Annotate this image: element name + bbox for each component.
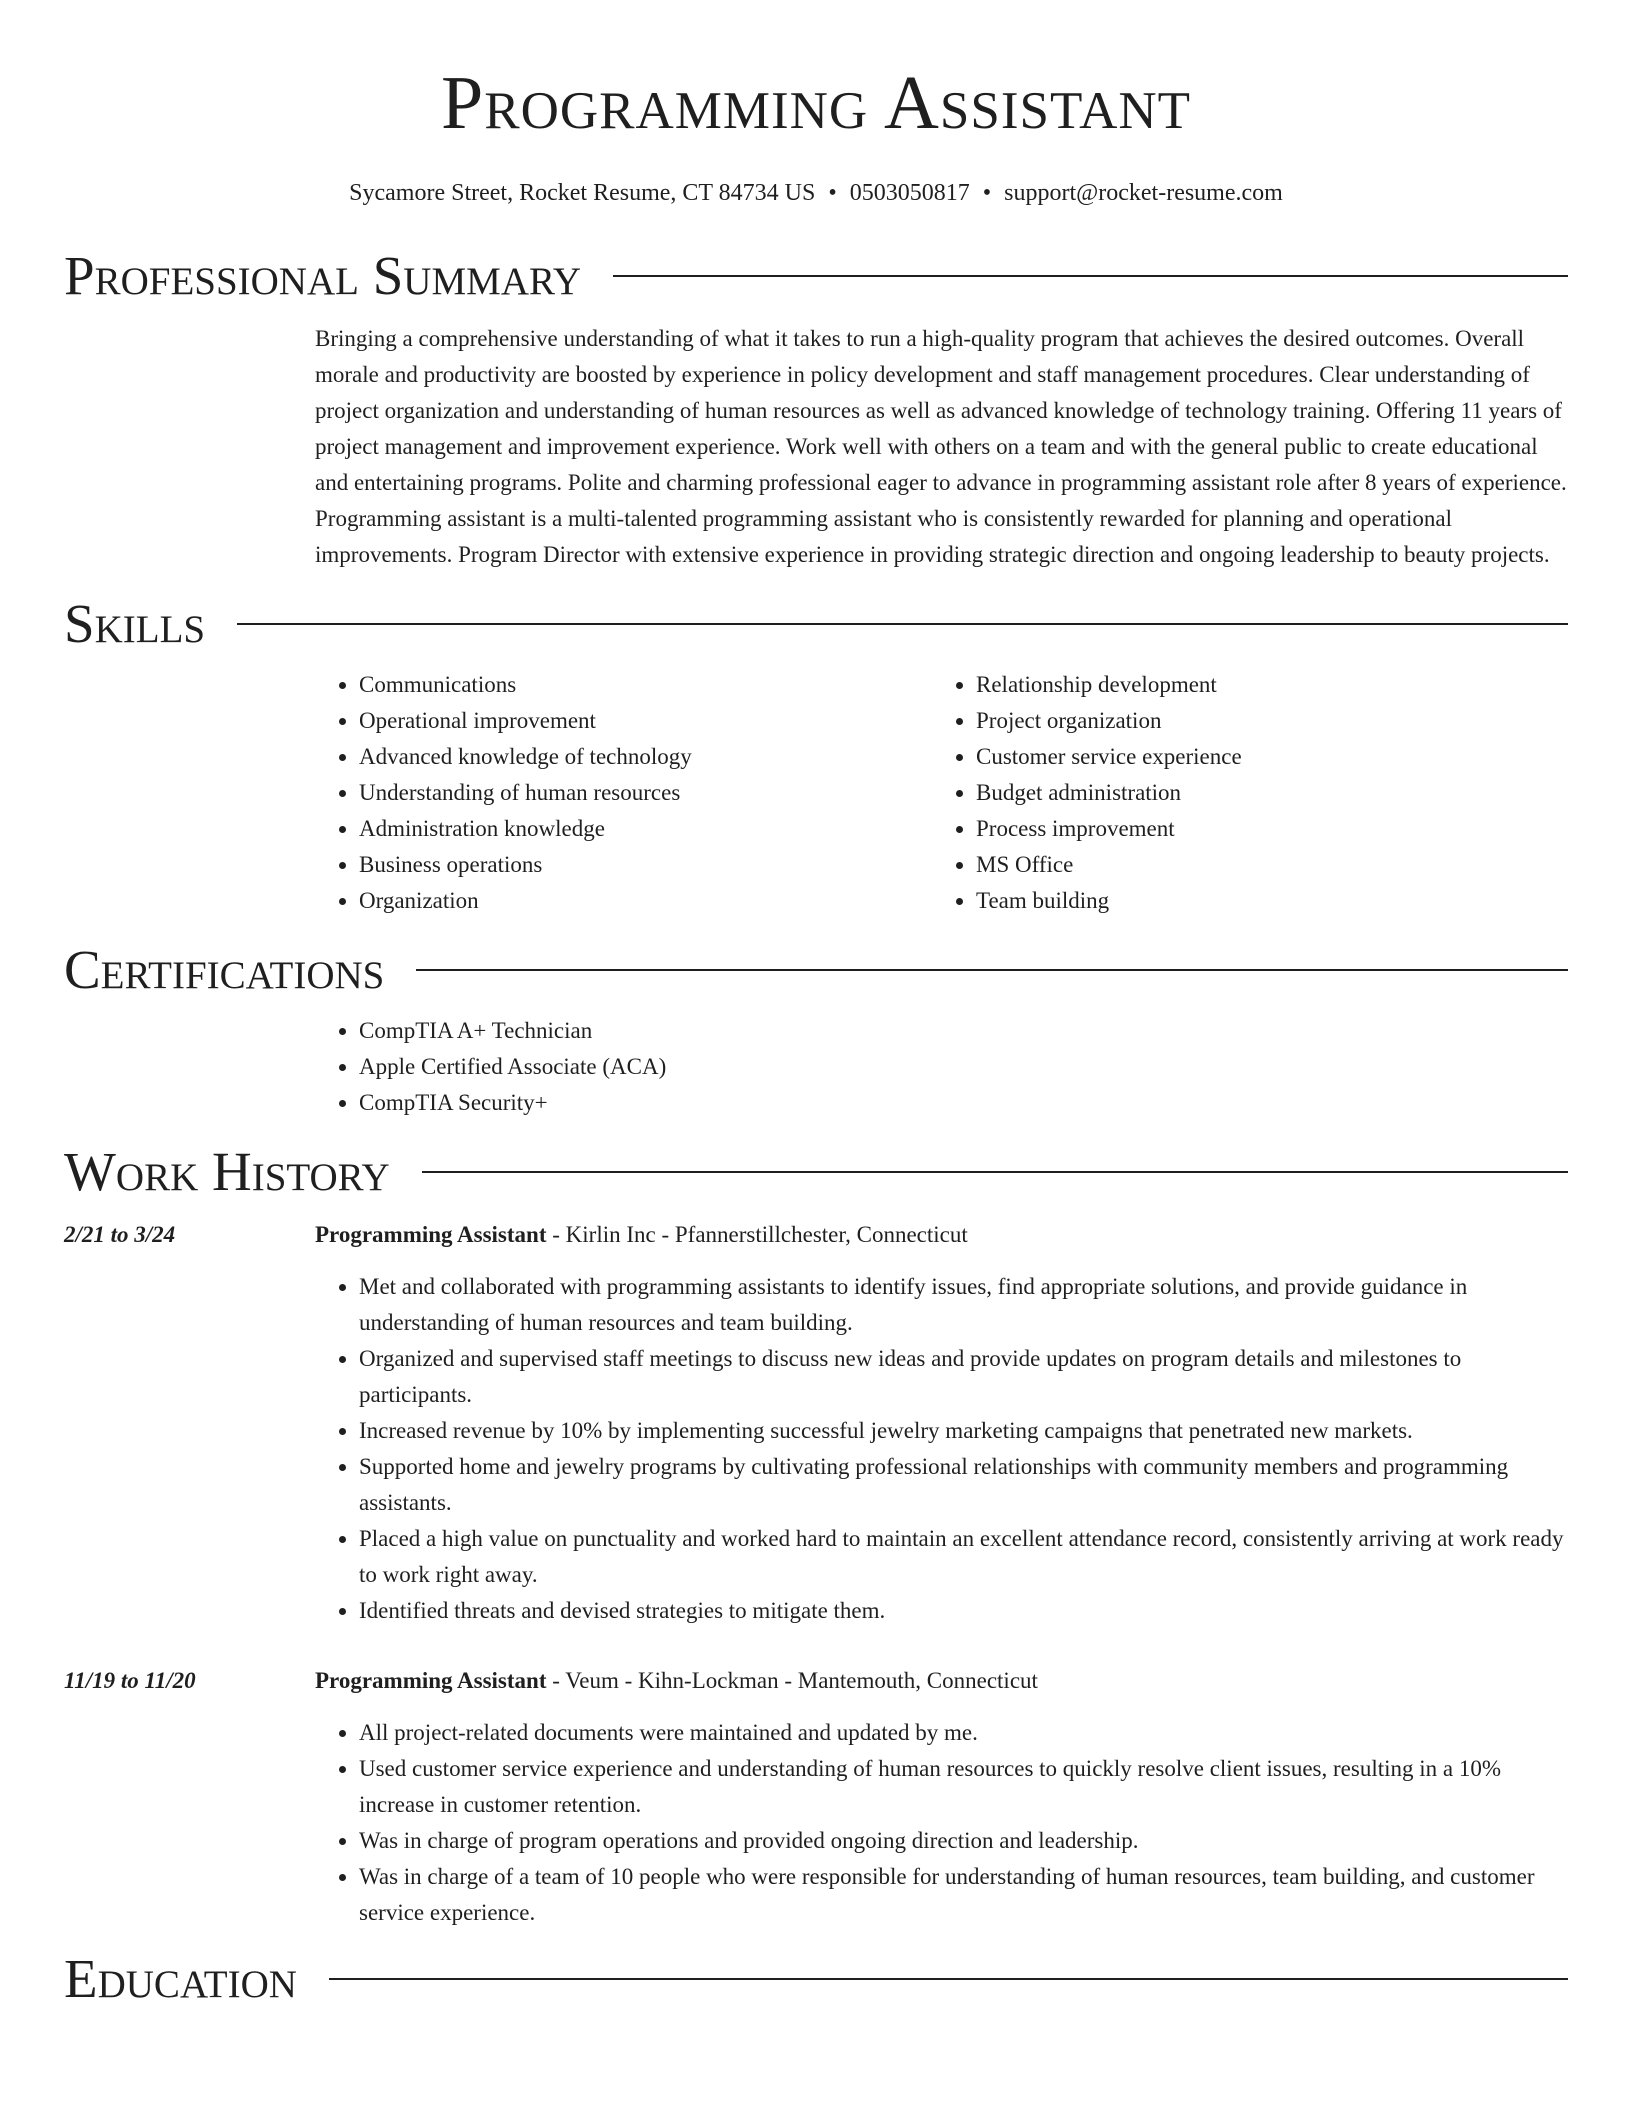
contact-email: support@rocket-resume.com bbox=[1004, 180, 1283, 206]
skill-item: • Communications bbox=[359, 667, 932, 703]
skills-list-left bbox=[315, 667, 932, 919]
job-bullet: • All project-related documents were maintained and updated by me. bbox=[359, 1715, 1568, 1751]
skill-item: • Advanced knowledge of technology bbox=[359, 739, 932, 775]
education-title: Education bbox=[64, 1948, 297, 2009]
work-history-header bbox=[64, 1142, 1568, 1202]
job-heading bbox=[64, 1663, 1568, 1699]
skill-item: • Process improvement bbox=[976, 811, 1549, 847]
skills-section bbox=[64, 594, 1568, 919]
job-dates: 2/21 to 3/24 bbox=[64, 1222, 176, 1247]
resume-name: Programming Assistant bbox=[440, 61, 1192, 145]
contact-phone: 0503050817 bbox=[849, 180, 970, 206]
job-bullet: • Met and collaborated with programming assistants to identify issues, find appropriate solutions, and provide guidance in understanding of human resources and team building. bbox=[359, 1269, 1568, 1341]
certifications-section bbox=[64, 940, 1568, 1121]
skills-body bbox=[315, 667, 1568, 919]
section-divider bbox=[329, 1978, 1568, 1980]
job-bullet: • Supported home and jewelry programs by cultivating professional relationships with community members and programming assistants. bbox=[359, 1449, 1568, 1521]
skill-item: • Organization bbox=[359, 883, 932, 919]
job-dates: 11/19 to 11/20 bbox=[64, 1668, 196, 1693]
skill-item: • Relationship development bbox=[976, 667, 1549, 703]
skill-item: • Customer service experience bbox=[976, 739, 1549, 775]
skill-item: • MS Office bbox=[976, 847, 1549, 883]
skills-header bbox=[64, 594, 1568, 654]
education-header bbox=[64, 1949, 1568, 2009]
resume-page bbox=[64, 0, 1568, 2009]
summary-section bbox=[64, 246, 1568, 573]
contact-address: Sycamore Street, Rocket Resume, CT 84734 US bbox=[349, 180, 816, 206]
skill-item: • Operational improvement bbox=[359, 703, 932, 739]
certifications-header bbox=[64, 940, 1568, 1000]
section-divider bbox=[416, 969, 1568, 971]
summary-title: Professional Summary bbox=[64, 245, 582, 306]
job-details: - Veum - Kihn-Lockman - Mantemouth, Connecticut bbox=[546, 1668, 1038, 1693]
certifications-title: Certifications bbox=[64, 939, 385, 1000]
certifications-list bbox=[315, 1013, 1568, 1121]
job-bullet-list bbox=[315, 1269, 1568, 1629]
job-bullets bbox=[315, 1715, 1568, 1931]
education-section bbox=[64, 1949, 1568, 2009]
certification-item: • Apple Certified Associate (ACA) bbox=[359, 1049, 1568, 1085]
skills-column-left bbox=[315, 667, 932, 919]
job-bullet: • Placed a high value on punctuality and worked hard to maintain an excellent attendance record, consistently arriving at work ready to work right away. bbox=[359, 1521, 1568, 1593]
skills-column-right bbox=[932, 667, 1549, 919]
job-role: Programming Assistant bbox=[315, 1222, 547, 1247]
job-bullet: • Was in charge of program operations and provided ongoing direction and leadership. bbox=[359, 1823, 1568, 1859]
job-bullet: • Used customer service experience and understanding of human resources to quickly resolve client issues, resulting in a 10% increase in customer retention. bbox=[359, 1751, 1568, 1823]
job-role: Programming Assistant bbox=[315, 1668, 547, 1693]
skill-item: • Team building bbox=[976, 883, 1549, 919]
section-divider bbox=[237, 623, 1568, 625]
summary-header bbox=[64, 246, 1568, 306]
work-history-section bbox=[64, 1142, 1568, 1931]
job-bullet-list bbox=[315, 1715, 1568, 1931]
certification-item: • CompTIA Security+ bbox=[359, 1085, 1568, 1121]
certifications-body bbox=[315, 1013, 1568, 1121]
job-bullet: • Identified threats and devised strategies to mitigate them. bbox=[359, 1593, 1568, 1629]
skill-item: • Understanding of human resources bbox=[359, 775, 932, 811]
skill-item: • Business operations bbox=[359, 847, 932, 883]
work-history-title: Work History bbox=[64, 1141, 390, 1202]
job-bullet: • Was in charge of a team of 10 people who were responsible for understanding of human resources, team building, and customer service experience. bbox=[359, 1859, 1568, 1931]
job-entry bbox=[64, 1217, 1568, 1629]
job-title-line bbox=[315, 1663, 1038, 1699]
skill-item: • Administration knowledge bbox=[359, 811, 932, 847]
contact-line bbox=[64, 178, 1568, 208]
job-heading bbox=[64, 1217, 1568, 1253]
job-details: - Kirlin Inc - Pfannerstillchester, Connecticut bbox=[546, 1222, 968, 1247]
contact-separator: • bbox=[982, 180, 992, 206]
job-title-line bbox=[315, 1217, 968, 1253]
certification-item: • CompTIA A+ Technician bbox=[359, 1013, 1568, 1049]
job-entry bbox=[64, 1663, 1568, 1931]
skill-item: • Budget administration bbox=[976, 775, 1549, 811]
contact-separator: • bbox=[828, 180, 837, 206]
job-bullet: • Organized and supervised staff meetings to discuss new ideas and provide updates on program details and milestones to participants. bbox=[359, 1341, 1568, 1413]
skill-item: • Project organization bbox=[976, 703, 1549, 739]
skills-title: Skills bbox=[64, 593, 206, 654]
skills-list-right bbox=[932, 667, 1549, 919]
section-divider bbox=[422, 1171, 1568, 1173]
section-divider bbox=[613, 275, 1568, 277]
summary-body bbox=[315, 321, 1568, 573]
job-bullet: • Increased revenue by 10% by implementing successful jewelry marketing campaigns that penetrated new markets. bbox=[359, 1413, 1568, 1449]
job-bullets bbox=[315, 1269, 1568, 1629]
summary-text: Bringing a comprehensive understanding of what it takes to run a high-quality program that achieves the desired outcomes. Overall morale and productivity are boosted by experience in policy development and staff management procedures. Clear understanding of project organization and understanding of human resources as well as advanced knowledge of technology training. Offering 11 years of project management and improvement experience. Work well with others on a team and with the general public to create educational and entertaining programs. Polite and charming professional eager to advance in programming assistant role after 8 years of experience. Programming assistant is a multi-talented programming assistant who is consistently rewarded for planning and operational improvements. Program Director with extensive experience in providing strategic direction and ongoing leadership to beauty projects. bbox=[315, 326, 1567, 567]
